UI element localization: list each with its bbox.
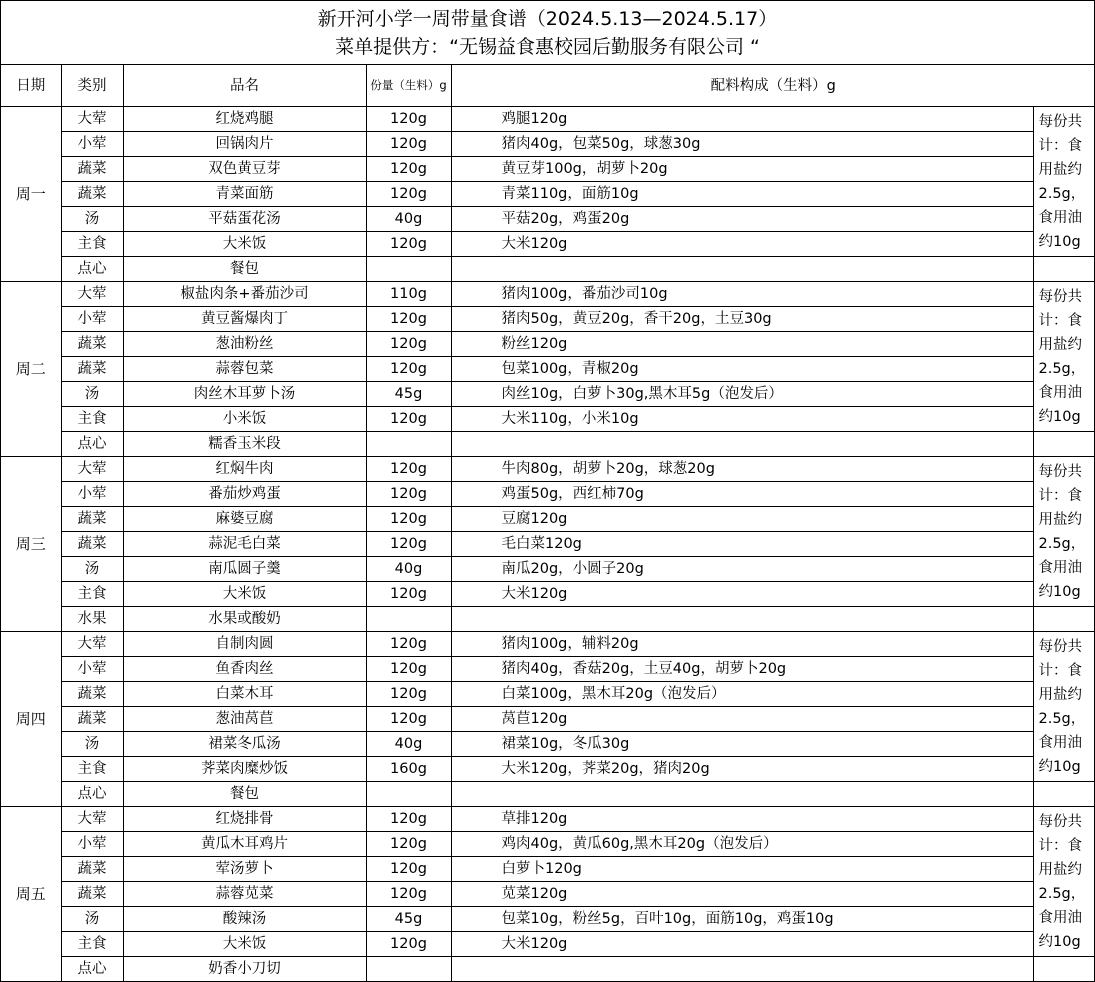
portion-cell: 120g — [366, 132, 451, 157]
category-cell: 大荤 — [61, 632, 123, 657]
ingredients-cell: 牛肉80g，胡萝卜20g，球葱20g — [451, 457, 1033, 482]
day-label: 周五 — [1, 807, 61, 982]
header-ingredients: 配料构成（生料）g — [451, 65, 1095, 107]
note-empty-cell — [1033, 257, 1095, 282]
category-cell: 主食 — [61, 757, 123, 782]
dish-cell: 葱油粉丝 — [123, 332, 366, 357]
note-empty-cell — [1033, 957, 1095, 982]
table-row — [1, 557, 1095, 582]
ingredients-cell: 毛白菜120g — [451, 532, 1033, 557]
header-row — [1, 65, 1095, 107]
category-cell: 水果 — [61, 607, 123, 632]
table-row — [1, 257, 1095, 282]
ingredients-cell: 白萝卜120g — [451, 857, 1033, 882]
category-cell: 主食 — [61, 582, 123, 607]
ingredients-cell: 大米120g，荠菜20g，猪肉20g — [451, 757, 1033, 782]
category-cell: 点心 — [61, 432, 123, 457]
portion-cell: 120g — [366, 457, 451, 482]
category-cell: 小荤 — [61, 132, 123, 157]
table-row — [1, 357, 1095, 382]
table-row — [1, 207, 1095, 232]
portion-cell: 120g — [366, 357, 451, 382]
menu-body — [1, 107, 1095, 982]
dish-cell: 大米饭 — [123, 582, 366, 607]
category-cell: 小荤 — [61, 482, 123, 507]
day-label: 周二 — [1, 282, 61, 457]
dish-cell: 奶香小刀切 — [123, 957, 366, 982]
ingredients-cell — [451, 957, 1033, 982]
dish-cell: 回锅肉片 — [123, 132, 366, 157]
dish-cell: 自制肉圆 — [123, 632, 366, 657]
dish-cell: 红烧排骨 — [123, 807, 366, 832]
category-cell: 点心 — [61, 782, 123, 807]
note-empty-cell — [1033, 607, 1095, 632]
dish-cell: 红焖牛肉 — [123, 457, 366, 482]
portion-cell — [366, 782, 451, 807]
category-cell: 蔬菜 — [61, 332, 123, 357]
table-row — [1, 707, 1095, 732]
ingredients-cell: 包菜100g，青椒20g — [451, 357, 1033, 382]
ingredients-cell: 莴苣120g — [451, 707, 1033, 732]
table-row — [1, 132, 1095, 157]
dish-cell: 红烧鸡腿 — [123, 107, 366, 132]
table-row — [1, 432, 1095, 457]
menu-provider: 菜单提供方：“无锡益食惠校园后勤服务有限公司 “ — [335, 36, 760, 58]
portion-cell: 120g — [366, 157, 451, 182]
portion-cell: 120g — [366, 832, 451, 857]
table-row — [1, 282, 1095, 307]
portion-cell — [366, 257, 451, 282]
dish-cell: 葱油莴苣 — [123, 707, 366, 732]
portion-cell: 40g — [366, 557, 451, 582]
dish-cell: 餐包 — [123, 782, 366, 807]
category-cell: 点心 — [61, 257, 123, 282]
nutrition-note: 每份共计：食用盐约2.5g，食用油约10g — [1033, 457, 1095, 607]
nutrition-note: 每份共计：食用盐约2.5g，食用油约10g — [1033, 282, 1095, 432]
table-row — [1, 632, 1095, 657]
ingredients-cell: 肉丝10g，白萝卜30g,黑木耳5g（泡发后） — [451, 382, 1033, 407]
dish-cell: 黄瓜木耳鸡片 — [123, 832, 366, 857]
portion-cell: 120g — [366, 657, 451, 682]
portion-cell — [366, 957, 451, 982]
portion-cell: 120g — [366, 307, 451, 332]
table-row — [1, 857, 1095, 882]
note-empty-cell — [1033, 432, 1095, 457]
portion-cell: 120g — [366, 507, 451, 532]
portion-cell: 120g — [366, 582, 451, 607]
ingredients-cell: 大米120g — [451, 232, 1033, 257]
category-cell: 小荤 — [61, 832, 123, 857]
table-row — [1, 307, 1095, 332]
portion-cell: 160g — [366, 757, 451, 782]
portion-cell: 120g — [366, 682, 451, 707]
table-row — [1, 157, 1095, 182]
category-cell: 点心 — [61, 957, 123, 982]
dish-cell: 肉丝木耳萝卜汤 — [123, 382, 366, 407]
ingredients-cell: 豆腐120g — [451, 507, 1033, 532]
dish-cell: 蒜蓉包菜 — [123, 357, 366, 382]
category-cell: 蔬菜 — [61, 507, 123, 532]
dish-cell: 白菜木耳 — [123, 682, 366, 707]
dish-cell: 南瓜圆子羹 — [123, 557, 366, 582]
ingredients-cell: 猪肉50g，黄豆20g，香干20g，土豆30g — [451, 307, 1033, 332]
category-cell: 蔬菜 — [61, 182, 123, 207]
category-cell: 大荤 — [61, 282, 123, 307]
portion-cell: 120g — [366, 532, 451, 557]
ingredients-cell: 平菇20g，鸡蛋20g — [451, 207, 1033, 232]
category-cell: 大荤 — [61, 107, 123, 132]
category-cell: 蔬菜 — [61, 857, 123, 882]
header-category: 类别 — [61, 65, 123, 107]
dish-cell: 水果或酸奶 — [123, 607, 366, 632]
dish-cell: 小米饭 — [123, 407, 366, 432]
table-row — [1, 907, 1095, 932]
dish-cell: 蒜泥毛白菜 — [123, 532, 366, 557]
nutrition-note: 每份共计：食用盐约2.5g，食用油约10g — [1033, 632, 1095, 782]
table-row — [1, 332, 1095, 357]
table-row — [1, 507, 1095, 532]
category-cell: 主食 — [61, 232, 123, 257]
ingredients-cell: 大米120g — [451, 582, 1033, 607]
title-block — [1, 0, 1094, 64]
table-row — [1, 482, 1095, 507]
header-portion: 份量（生料）g — [366, 65, 451, 107]
category-cell: 小荤 — [61, 307, 123, 332]
day-label: 周四 — [1, 632, 61, 807]
dish-cell: 青菜面筋 — [123, 182, 366, 207]
nutrition-note: 每份共计：食用盐约2.5g，食用油约10g — [1033, 107, 1095, 257]
category-cell: 蔬菜 — [61, 532, 123, 557]
table-row — [1, 407, 1095, 432]
nutrition-note: 每份共计：食用盐约2.5g，食用油约10g — [1033, 807, 1095, 957]
note-empty-cell — [1033, 782, 1095, 807]
ingredients-cell — [451, 432, 1033, 457]
portion-cell: 45g — [366, 907, 451, 932]
portion-cell: 120g — [366, 232, 451, 257]
ingredients-cell — [451, 607, 1033, 632]
table-row — [1, 957, 1095, 982]
ingredients-cell: 苋菜120g — [451, 882, 1033, 907]
table-row — [1, 582, 1095, 607]
table-row — [1, 657, 1095, 682]
ingredients-cell: 鸡腿120g — [451, 107, 1033, 132]
table-row — [1, 457, 1095, 482]
ingredients-cell: 白菜100g，黑木耳20g（泡发后） — [451, 682, 1033, 707]
ingredients-cell: 裙菜10g，冬瓜30g — [451, 732, 1033, 757]
portion-cell: 120g — [366, 482, 451, 507]
portion-cell: 120g — [366, 632, 451, 657]
category-cell: 汤 — [61, 557, 123, 582]
category-cell: 汤 — [61, 207, 123, 232]
dish-cell: 糯香玉米段 — [123, 432, 366, 457]
portion-cell: 120g — [366, 407, 451, 432]
category-cell: 主食 — [61, 932, 123, 957]
table-row — [1, 832, 1095, 857]
dish-cell: 双色黄豆芽 — [123, 157, 366, 182]
portion-cell: 40g — [366, 207, 451, 232]
dish-cell: 黄豆酱爆肉丁 — [123, 307, 366, 332]
table-row — [1, 382, 1095, 407]
category-cell: 汤 — [61, 382, 123, 407]
ingredients-cell: 草排120g — [451, 807, 1033, 832]
category-cell: 蔬菜 — [61, 682, 123, 707]
dish-cell: 麻婆豆腐 — [123, 507, 366, 532]
portion-cell: 110g — [366, 282, 451, 307]
ingredients-cell: 鸡肉40g，黄瓜60g,黑木耳20g（泡发后） — [451, 832, 1033, 857]
category-cell: 大荤 — [61, 807, 123, 832]
ingredients-cell: 猪肉100g，辅料20g — [451, 632, 1033, 657]
portion-cell: 120g — [366, 807, 451, 832]
day-label: 周三 — [1, 457, 61, 632]
table-row — [1, 807, 1095, 832]
category-cell: 蔬菜 — [61, 157, 123, 182]
table-row — [1, 107, 1095, 132]
ingredients-cell: 鸡蛋50g，西红柿70g — [451, 482, 1033, 507]
dish-cell: 荤汤萝卜 — [123, 857, 366, 882]
dish-cell: 大米饭 — [123, 932, 366, 957]
table-row — [1, 232, 1095, 257]
day-label: 周一 — [1, 107, 61, 282]
portion-cell: 45g — [366, 382, 451, 407]
portion-cell: 120g — [366, 182, 451, 207]
dish-cell: 餐包 — [123, 257, 366, 282]
menu-table — [1, 64, 1095, 982]
portion-cell: 40g — [366, 732, 451, 757]
category-cell: 蔬菜 — [61, 357, 123, 382]
table-row — [1, 882, 1095, 907]
ingredients-cell — [451, 782, 1033, 807]
ingredients-cell: 猪肉40g，香菇20g，土豆40g，胡萝卜20g — [451, 657, 1033, 682]
dish-cell: 蒜蓉苋菜 — [123, 882, 366, 907]
ingredients-cell: 青菜110g，面筋10g — [451, 182, 1033, 207]
ingredients-cell: 大米110g，小米10g — [451, 407, 1033, 432]
header-dish: 品名 — [123, 65, 366, 107]
portion-cell: 120g — [366, 857, 451, 882]
ingredients-cell: 猪肉40g，包菜50g，球葱30g — [451, 132, 1033, 157]
category-cell: 大荤 — [61, 457, 123, 482]
portion-cell: 120g — [366, 882, 451, 907]
portion-cell — [366, 432, 451, 457]
dish-cell: 鱼香肉丝 — [123, 657, 366, 682]
category-cell: 蔬菜 — [61, 707, 123, 732]
ingredients-cell: 南瓜20g，小圆子20g — [451, 557, 1033, 582]
header-date: 日期 — [1, 65, 61, 107]
dish-cell: 荠菜肉糜炒饭 — [123, 757, 366, 782]
category-cell: 蔬菜 — [61, 882, 123, 907]
table-row — [1, 182, 1095, 207]
dish-cell: 番茄炒鸡蛋 — [123, 482, 366, 507]
menu-title: 新开河小学一周带量食谱（2024.5.13—2024.5.17） — [317, 8, 778, 30]
category-cell: 汤 — [61, 732, 123, 757]
ingredients-cell: 大米120g — [451, 932, 1033, 957]
ingredients-cell: 粉丝120g — [451, 332, 1033, 357]
category-cell: 主食 — [61, 407, 123, 432]
table-row — [1, 682, 1095, 707]
portion-cell: 120g — [366, 332, 451, 357]
table-row — [1, 932, 1095, 957]
table-row — [1, 782, 1095, 807]
ingredients-cell: 包菜10g，粉丝5g，百叶10g，面筋10g，鸡蛋10g — [451, 907, 1033, 932]
portion-cell: 120g — [366, 107, 451, 132]
dish-cell: 椒盐肉条+番茄沙司 — [123, 282, 366, 307]
ingredients-cell: 猪肉100g，番茄沙司10g — [451, 282, 1033, 307]
table-row — [1, 607, 1095, 632]
category-cell: 汤 — [61, 907, 123, 932]
portion-cell: 120g — [366, 932, 451, 957]
table-row — [1, 532, 1095, 557]
ingredients-cell: 黄豆芽100g，胡萝卜20g — [451, 157, 1033, 182]
dish-cell: 裙菜冬瓜汤 — [123, 732, 366, 757]
portion-cell — [366, 607, 451, 632]
table-row — [1, 732, 1095, 757]
category-cell: 小荤 — [61, 657, 123, 682]
ingredients-cell — [451, 257, 1033, 282]
portion-cell: 120g — [366, 707, 451, 732]
table-row — [1, 757, 1095, 782]
dish-cell: 大米饭 — [123, 232, 366, 257]
dish-cell: 平菇蛋花汤 — [123, 207, 366, 232]
dish-cell: 酸辣汤 — [123, 907, 366, 932]
